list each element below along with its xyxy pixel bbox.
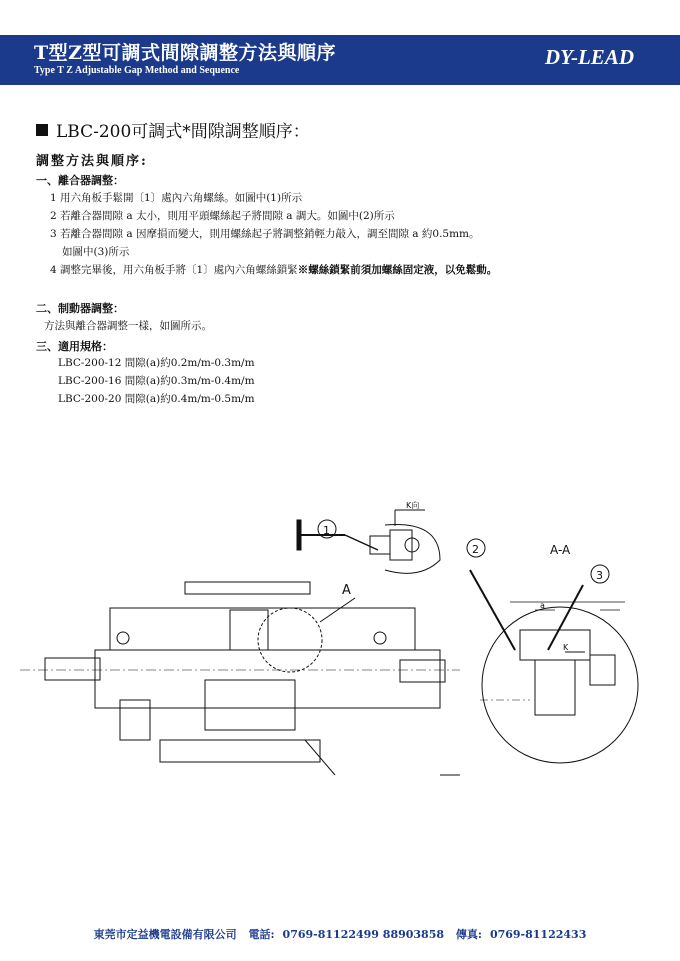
footer-contact (0, 926, 680, 942)
label-k-view: K向 (406, 501, 420, 510)
spec-16: LBC-200-16 間隙(a)約0.3m/m-0.4m/m (58, 375, 255, 387)
header-banner (0, 35, 680, 85)
header-title-cn: T型Z型可調式間隙調整方法與順序 (34, 42, 337, 64)
label-k-arrow: K (563, 643, 569, 652)
callout-3: 3 (596, 569, 603, 582)
tel-label: 電話: (248, 928, 275, 941)
step-3-note: 如圖中(3)所示 (62, 246, 130, 258)
fax-number: 0769-81122433 (489, 928, 587, 941)
square-bullet-icon (36, 124, 48, 136)
step-2: 2 若離合器間隙 a 太小，則用平頭螺絲起子將間隙 a 調大。如圖中(2)所示 (50, 210, 395, 222)
section-brake: 二、制動器調整： (36, 302, 124, 315)
company-name: 東莞市定益機電設備有限公司 (93, 928, 237, 941)
spec-12: LBC-200-12 間隙(a)約0.2m/m-0.3m/m (58, 357, 255, 369)
spec-20: LBC-200-20 間隙(a)約0.4m/m-0.5m/m (58, 393, 255, 405)
section-clutch: 一、離合器調整： (36, 174, 124, 187)
label-gap: a (540, 601, 545, 610)
tel-number: 0769-81122499 88903858 (282, 928, 445, 941)
section-specs: 三、適用規格： (36, 340, 113, 353)
step-4-warning: ※螺絲鎖緊前須加螺絲固定液，以免鬆動。 (297, 264, 498, 276)
step-4-text: 4 調整完畢後，用六角板手將〔1〕處內六角螺絲鎖緊 (50, 264, 298, 276)
brand-logo-text: DY-LEAD (544, 45, 634, 69)
page-title-text: LBC-200可調式*間隙調整順序： (56, 122, 310, 142)
method-subtitle: 調整方法與順序: (36, 154, 148, 169)
hex-key-handle (297, 520, 301, 550)
step-4 (50, 262, 497, 277)
label-a: A (342, 583, 351, 598)
page-title (36, 117, 310, 142)
callout-2: 2 (472, 543, 479, 556)
callout-1: 1 (323, 524, 330, 537)
step-1: 1 用六角板手鬆開〔1〕處內六角螺絲。如圖中(1)所示 (50, 192, 303, 204)
fax-label: 傳真: (455, 928, 482, 941)
step-3: 3 若離合器間隙 a 因摩損而變大，則用螺絲起子將調整銷輕力敲入，調至間隙 a 約0.5mm。 (50, 228, 480, 240)
brake-method: 方法與離合器調整一樣，如圖所示。 (44, 320, 212, 332)
header-title-en: Type T Z Adjustable Gap Method and Sequence (34, 65, 240, 76)
technical-drawing (0, 490, 680, 800)
label-section-aa: A-A (550, 543, 571, 557)
